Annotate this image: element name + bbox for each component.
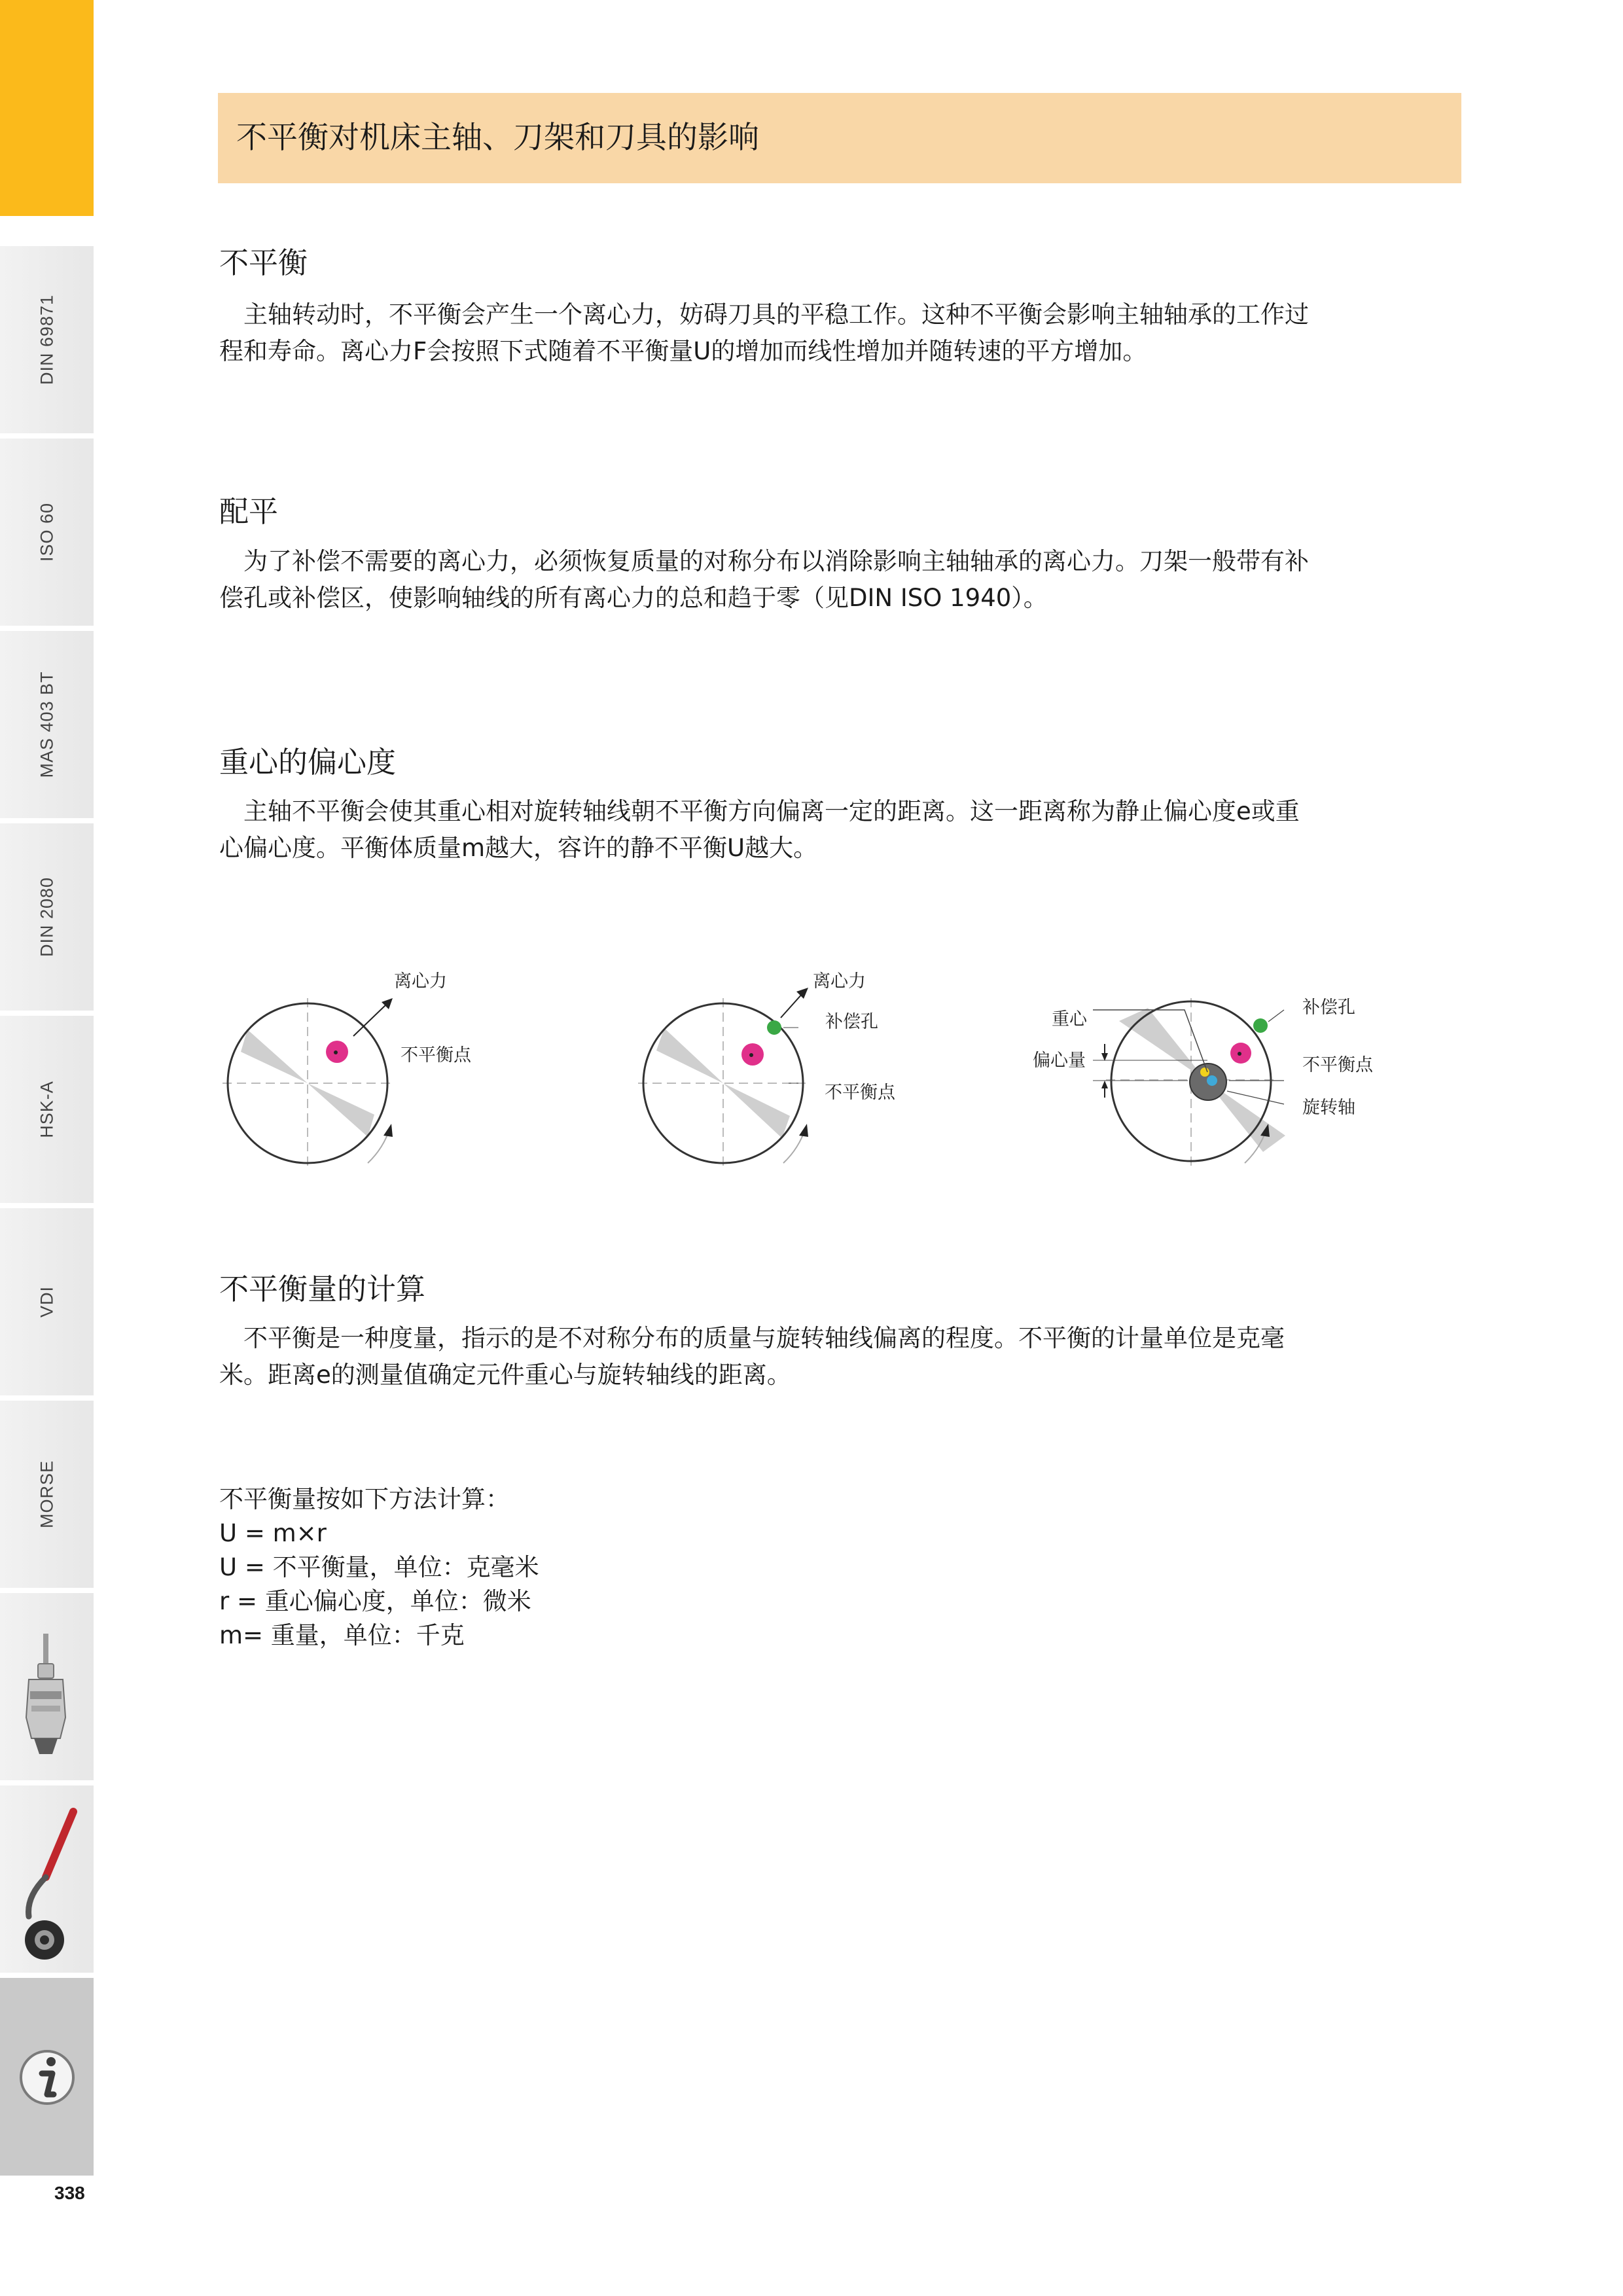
label-compensation-hole: 补偿孔 [1302, 997, 1355, 1018]
section-heading-balancing: 配平 [219, 494, 279, 529]
tab-morse[interactable] [0, 1401, 94, 1590]
drill-chuck-icon [0, 1593, 94, 1783]
label-rotation-axis: 旋转轴 [1302, 1098, 1355, 1118]
tab-label: DIN 69871 [37, 294, 56, 386]
tab-wrench[interactable] [0, 1785, 94, 1975]
tab-drill-chuck[interactable] [0, 1593, 94, 1783]
tab-label: HSK-A [37, 1081, 56, 1138]
unbalance-diagram [216, 952, 524, 1188]
paragraph-line: 程和寿命。离心力F会按照下式随着不平衡量U的增加而线性增加并随转速的平方增加。 [219, 337, 1147, 365]
calc-intro: 不平衡量按如下方法计算： [219, 1485, 510, 1513]
tab-label: MORSE [37, 1460, 56, 1529]
section-body-calculation [219, 1320, 1463, 1393]
calc-definition-u: U = 不平衡量，单位：克毫米 [219, 1553, 539, 1581]
tab-info[interactable] [0, 1978, 94, 2178]
calc-definition-r: r = 重心偏心度，单位：微米 [219, 1587, 531, 1615]
eccentricity-diagram [1021, 952, 1479, 1188]
section-heading-eccentricity: 重心的偏心度 [219, 745, 397, 780]
section-heading-calculation: 不平衡量的计算 [219, 1272, 426, 1306]
figure-balancing [632, 952, 939, 1188]
header-band [218, 93, 1461, 183]
paragraph-line: 主轴不平衡会使其重心相对旋转轴线朝不平衡方向偏离一定的距离。这一距离称为静止偏心度e或重 [243, 797, 1300, 825]
tab-label: VDI [37, 1285, 56, 1318]
label-eccentricity: 偏心量 [1033, 1050, 1086, 1071]
active-tab-marker [0, 0, 94, 216]
paragraph-line: 主轴转动时，不平衡会产生一个离心力，妨碍刀具的平稳工作。这种不平衡会影响主轴轴承的工作过 [243, 300, 1309, 329]
label-compensation-hole: 补偿孔 [825, 1012, 878, 1032]
calculation-block [219, 1482, 539, 1653]
tab-iso-60[interactable] [0, 439, 94, 628]
label-unbalance-point: 不平衡点 [825, 1083, 895, 1103]
tab-mas-403-bt[interactable] [0, 631, 94, 821]
tab-vdi[interactable] [0, 1208, 94, 1398]
tab-hsk-a[interactable] [0, 1016, 94, 1206]
page-number: 338 [54, 2183, 85, 2203]
section-body-balancing [219, 543, 1463, 617]
section-body-eccentricity [219, 793, 1463, 867]
paragraph-line: 不平衡是一种度量，指示的是不对称分布的质量与旋转轴线偏离的程度。不平衡的计量单位是克毫 [243, 1324, 1285, 1352]
side-tab-strip [0, 0, 94, 2178]
page-title: 不平衡对机床主轴、刀架和刀具的影响 [236, 120, 759, 156]
label-unbalance-point: 不平衡点 [1302, 1055, 1373, 1075]
label-centrifugal-force: 离心力 [394, 971, 447, 992]
tab-din-69871[interactable] [0, 246, 94, 436]
section-body-unbalance [219, 296, 1463, 370]
tab-label: MAS 403 BT [37, 671, 56, 778]
label-centrifugal-force: 离心力 [813, 971, 866, 992]
tab-label: ISO 60 [37, 502, 56, 562]
wrench-icon [0, 1785, 94, 1975]
figure-unbalance [216, 952, 524, 1188]
paragraph-line: 偿孔或补偿区，使影响轴线的所有离心力的总和趋于零（见DIN ISO 1940）。 [219, 584, 1048, 612]
section-heading-unbalance: 不平衡 [219, 245, 308, 280]
paragraph-line: 米。距离e的测量值确定元件重心与旋转轴线的距离。 [219, 1361, 791, 1389]
tab-din-2080[interactable] [0, 823, 94, 1013]
calc-formula: U = m×r [219, 1519, 327, 1547]
balancing-diagram [632, 952, 939, 1188]
paragraph-line: 为了补偿不需要的离心力，必须恢复质量的对称分布以消除影响主轴轴承的离心力。刀架一般带有补 [243, 547, 1309, 575]
paragraph-line: 心偏心度。平衡体质量m越大，容许的静不平衡U越大。 [219, 834, 818, 862]
label-center-of-gravity: 重心 [1052, 1009, 1087, 1030]
figure-eccentricity [1021, 952, 1479, 1188]
label-unbalance-point: 不平衡点 [401, 1045, 471, 1066]
info-icon [0, 1978, 94, 2178]
calc-definition-m: m= 重量，单位：千克 [219, 1621, 465, 1649]
tab-label: DIN 2080 [37, 876, 56, 958]
